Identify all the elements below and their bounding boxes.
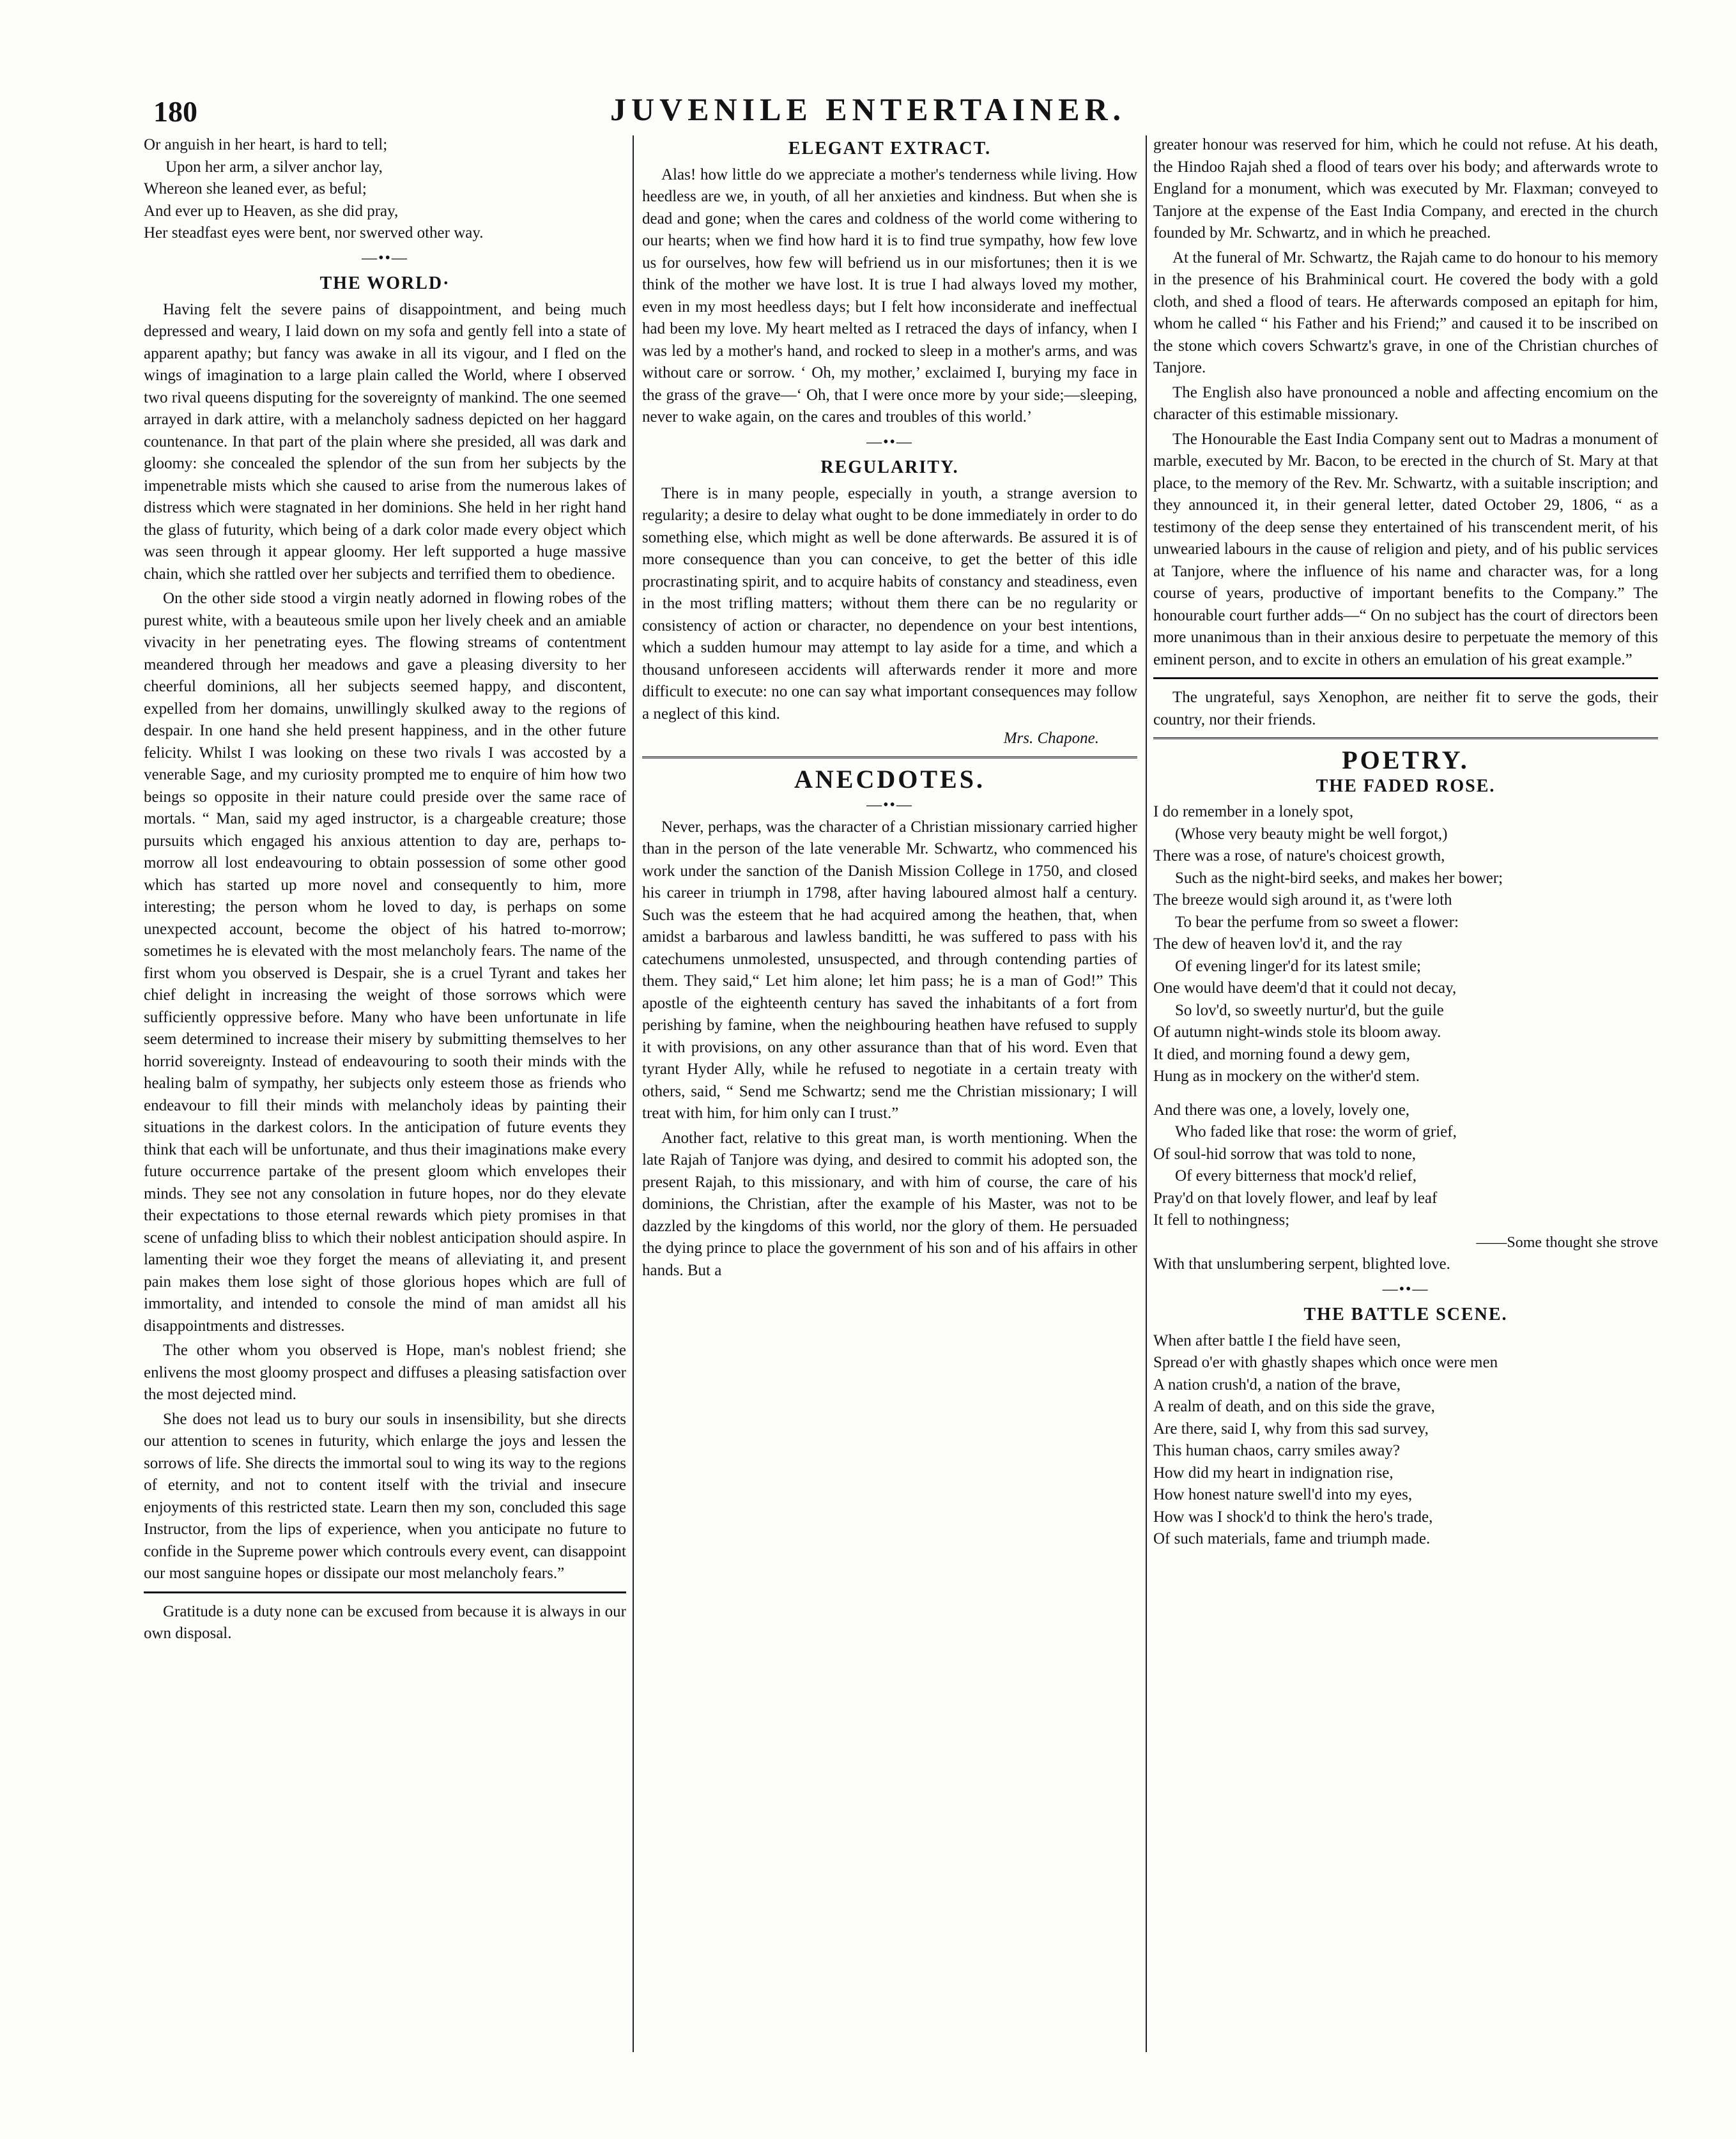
signature: Mrs. Chapone. [1003,730,1099,747]
poem-line: ——Some thought she strove [1476,1234,1658,1251]
poem-line: A nation crush'd, a nation of the brave, [1153,1376,1401,1393]
poem-title-battle-scene: THE BATTLE SCENE. [1303,1305,1508,1324]
poem-line: With that unslumbering serpent, blighted love. [1153,1255,1450,1273]
paragraph: She does not lead us to bury our souls in insensibility, but she directs our attention to scenes in futurity, which enlarge the joys and lessen the sorrows of life. She directs the immortal soul to wing its way to the regions of eternity, and not to content itself with the trivial and insecure enjoyments of this restricted state. Learn then my son, concluded this sage Instructor, from the lips of experience, when you anticipate no future to confide in the Supreme power which controuls every event, can disappoint our most sanguine hopes or dissipate our most melancholy fears.” [144,1410,626,1582]
poem-line: One would have deem'd that it could not decay, [1153,979,1457,997]
poem-title-faded-rose: THE FADED ROSE. [1316,776,1496,796]
running-title: JUVENILE ENTERTAINER. [610,91,1126,127]
verse-line: Whereon she leaned ever, as beful; [144,180,367,197]
poem-line: Such as the night-bird seeks, and makes her bower; [1175,869,1503,887]
poem-line: Of autumn night-winds stole its bloom away. [1153,1023,1441,1041]
poem-line: How did my heart in indignation rise, [1153,1464,1394,1482]
column-1 [144,134,626,1648]
section-title-anecdotes: ANECDOTES. [794,764,985,793]
poem-line: Pray'd on that lovely flower, and leaf by leaf [1153,1189,1438,1207]
poem-line: I do remember in a lonely spot, [1153,803,1354,820]
verse-line: Or anguish in her heart, is hard to tell; [144,136,388,153]
ornament: —••— [1382,1280,1429,1298]
poem-line: Are there, said I, why from this sad survey, [1153,1420,1429,1438]
poem-line: It fell to nothingness; [1153,1211,1290,1229]
paragraph-xenophon: The ungrateful, says Xenophon, are neither fit to serve the gods, their country, nor their friends. [1153,689,1658,728]
poem-line: Who faded like that rose: the worm of grief, [1175,1123,1457,1140]
poem-line: A realm of death, and on this side the grave, [1153,1398,1435,1415]
article-title-regularity: REGULARITY. [820,457,959,477]
paragraph: Alas! how little do we appreciate a mother's tenderness while living. How heedless are we, in youth, of all her anxieties and kindness. But when she is dead and gone; when the cares and coldness of the world come withering to our hearts; when we find how hard it is to find true sympathy, how few love us for ourselves, how few will befriend us in our misfortunes; then it is we think of the mother we have lost. It is true I had always loved my mother, even in my most heedless days; but I felt how inconsiderate and ineffectual had been my love. My heart melted as I retraced the days of infancy, when I was led by a mother's hand, and rocked to sleep in a mother's arms, and was without care or sorrow. ‘ Oh, my mother,’ exclaimed I, burying my face in the grass of the grave—‘ Oh, that I were once more by your side;—sleeping, never to wake again, on the cares and troubles of this world.’ [642,165,1137,425]
section-title-poetry: POETRY. [1342,746,1470,774]
paragraph-gratitude: Gratitude is a duty none can be excused from because it is always in our own disposal. [144,1602,626,1642]
verse-line: Her steadfast eyes were bent, nor swerved other way. [144,224,484,241]
paragraph: Having felt the severe pains of disappointment, and being much depressed and weary, I laid down on my sofa and gently fell into a state of apparent apathy; but fancy was awake in all its vigour, and I fled on the wings of imagination to a large plain called the World, where I observed two rival queens disputing for the sovereignty of mankind. The one seemed arrayed in dark attire, with a melancholy sadness depicted on her haggard countenance. In that part of the plain where she presided, all was dark and gloomy: she concealed the splendor of the sun from her subjects by the impenetrable mists which she caused to arise from the numerous lakes of distress which were stagnated in her dominions. She held in her right hand the glass of futurity, which being of a dark color made every object which was seen through it appear gloomy. Her left supported a huge massive chain, which she rattled over her subjects and terrified them to obedience. [144,300,626,583]
poem-line: Of every bitterness that mock'd relief, [1175,1167,1417,1184]
poem-line: This human chaos, carry smiles away? [1153,1442,1400,1459]
poem-line: Of soul-hid sorrow that was told to none, [1153,1145,1417,1163]
poem-line: The breeze would sigh around it, as t'were loth [1153,891,1452,908]
poem-line: Spread o'er with ghastly shapes which once were men [1153,1354,1498,1371]
poem-line: Of evening linger'd for its latest smile; [1175,957,1421,975]
ornament: —••— [866,797,913,813]
section-divider [642,756,1137,761]
column-rule-1 [633,135,634,2052]
paragraph: The English also have pronounced a noble and affecting encomium on the character of this estimable missionary. [1153,383,1658,423]
poem-line: When after battle I the field have seen, [1153,1331,1401,1349]
paragraph: Another fact, relative to this great man, is worth mentioning. When the late Rajah of Tanjore was dying, and desired to commit his adopted son, the present Rajah, to this missionary, and with him of course, the care of his dominions, the Christian, after the example of his Master, was not to be dazzled by the kingdoms of this world, nor the glory of them. He persuaded the dying prince to place the government of his son and of his affairs in other hands. But a [642,1129,1137,1279]
page-number: 180 [153,95,197,128]
paragraph: There is in many people, especially in youth, a strange aversion to regularity; a desire to delay what ought to be done immediately in order to do something else, which might as well be done afterwards. Be assured it is of more consequence than you can conceive, to get the better of this idle procrastinating spirit, and to acquire habits of constancy and steadiness, even in the most trifling matters; without them there can be no regularity or consistency of action or character, no dependence on your best intentions, which a sudden humour may attempt to lay aside for a time, and which a thousand unforeseen accidents will afterwards render it more and more difficult to execute: no one can say what important consequences may follow a neglect of this kind. [642,484,1137,723]
poem-battle-scene [1153,1330,1658,1551]
poem-faded-rose [1153,801,1658,1276]
poem-line: How honest nature swell'd into my eyes, [1153,1486,1413,1503]
paragraph: On the other side stood a virgin neatly adorned in flowing robes of the purest white, with a beauteous smile upon her lively cheek and an amiable vivacity in her penetrating eyes. The flowing streams of contentment meandered through her meadows and gave a pleasing diversity to her cheerful dominions, all her subjects seemed happy, and discontent, expelled from her domains, unwillingly skulked away to the regions of despair. In one hand she held present happiness, and in the other future felicity. Whilst I was looking on these two rivals I was accosted by a venerable Sage, and my curiosity prompted me to enquire of him how two beings so opposite in their nature could preside over the same race of mortals. “ Man, said my aged instructor, is a chargeable creature; those pursuits which engaged his anxious attention to day are, perhaps to-morrow all lost endeavouring to obtain possession of some other good which has started up more novel and consequently to him, more interesting; the person whom he loved to day, is perhaps on some unexpected account, become the object of his hatred to-morrow; sometimes he is elevated with the most melancholy fears. The name of the first whom you observed is Despair, she is a cruel Tyrant and takes her chief delight in increasing the weight of those sorrows which were sufficiently oppressive before. Many who have been unfortunate in life seem determined to increase their misery by submitting themselves to her horrid sovereignty. Instead of endeavouring to sooth their minds with the healing balm of sympathy, her subjects only esteem those as friends who endeavour to fill their minds with melancholy ideas by painting their situations in the darkest colors. In the anticipation of future events they think that each will be unfortunate, and thus their imaginations make every future occurrence partake of the present gloom which envelopes their minds. They see not any consolation in future hopes, nor do they elevate their expectations to those eternal rewards which piety promises in that scene of unfading bliss to which their noblest anticipation should aspire. In lamenting their woe they forget the means of alleviating it, and present pain makes them lose sight of those glorious hopes which are full of immortality, and intended to console the mind of man amidst all his disappointments and distresses. [144,590,626,1335]
paragraph: greater honour was reserved for him, which he could not refuse. At his death, the Hindoo Rajah shed a flood of tears over his body; and afterwards wrote to England for a monument, which was executed by Mr. Flaxman; conveyed to Tanjore at the expense of the East India Company, and erected in the church founded by Mr. Schwartz, and in which he preached. [1153,136,1658,241]
ornament: —••— [866,433,913,450]
column-2 [642,134,1137,1284]
verse-line: Upon her arm, a silver anchor lay, [165,158,383,176]
section-divider [1153,677,1658,679]
paragraph: The other whom you observed is Hope, man's noblest friend; she enlivens the most gloomy prospect and diffuses a pleasing satisfaction over the most dejected mind. [144,1342,626,1403]
paragraph: At the funeral of Mr. Schwartz, the Rajah came to do honour to his memory in the presence of his Brahminical court. He covered the body with a gold cloth, and shed a flood of tears. He afterwards composed an epitaph for him, whom he called “ his Father and his Friend;” and caused it to be inscribed on the stone which covers Schwartz's grave, in one of the Christian churches of Tanjore. [1153,249,1658,376]
poem-line: It died, and morning found a dewy gem, [1153,1045,1410,1063]
poem-line: And there was one, a lovely, lovely one, [1153,1101,1410,1119]
column-3 [1153,134,1658,1551]
verse-top [144,134,626,245]
paragraph: Never, perhaps, was the character of a Christian missionary carried higher than in the person of the late venerable Mr. Schwartz, who commenced his work under the sanction of the Danish Mission College in 1750, and closed his career in triumph in 1798, after having laboured almost half a century. Such was the esteem that he had acquired among the heathen, that, when amidst a barbarous and lawless banditti, he was suffered to pass with his catechumens unmolested, unsuspected, and through contending parties of them. They said,“ Let him alone; let him pass; he is a man of God!” This apostle of the eighteenth century has saved the inhabitants of a fort from perishing by famine, when the neighbouring heathen have refused to supply it with provisions, on any other assurance than that of his word. Even that tyrant Hyder Ally, while he refused to negotiate in a certain treaty with others, said, “ Send me Schwartz; send me the Christian missionary; I will treat with him, for him only can I trust.” [642,818,1137,1122]
poem-line: (Whose very beauty might be well forgot,) [1175,825,1448,843]
stanza-gap [1153,1088,1658,1100]
poem-line: How was I shock'd to think the hero's trade, [1153,1508,1433,1526]
section-divider [1153,737,1658,742]
poem-line: Hung as in mockery on the wither'd stem. [1153,1068,1420,1085]
article-title-world: THE WORLD· [319,273,450,293]
poem-line: The dew of heaven lov'd it, and the ray [1153,935,1402,953]
poem-line: There was a rose, of nature's choicest growth, [1153,847,1445,864]
ornament: —••— [362,249,408,266]
column-rule-2 [1146,135,1147,2052]
section-divider [144,1591,626,1593]
poem-line: Of such materials, fame and triumph made. [1153,1530,1431,1547]
poem-line: To bear the perfume from so sweet a flower: [1175,913,1459,931]
article-title-extract: ELEGANT EXTRACT. [788,139,992,158]
poem-line: So lov'd, so sweetly nurtur'd, but the guile [1175,1001,1444,1019]
paragraph: The Honourable the East India Company sent out to Madras a monument of marble, executed by Mr. Bacon, to be erected in the church of St. Mary at that place, to the memory of the Rev. Mr. Schwartz, with a suitable inscription; and they announced it, in their general letter, dated October 29, 1806, “ as a testimony of the deep sense they entertained of his transcendent merit, of his unwearied labours in the cause of religion and piety, and of his public services at Tanjore, where the influence of his name and character was, for a long course of years, productive of important benefits to the Company.” The honourable court further adds—“ On no subject has the court of directors been more unanimous than in their anxious desire to perpetuate the memory of this eminent person, and to excite in others an emulation of his great example.” [1153,430,1658,668]
verse-line: And ever up to Heaven, as she did pray, [144,202,399,220]
